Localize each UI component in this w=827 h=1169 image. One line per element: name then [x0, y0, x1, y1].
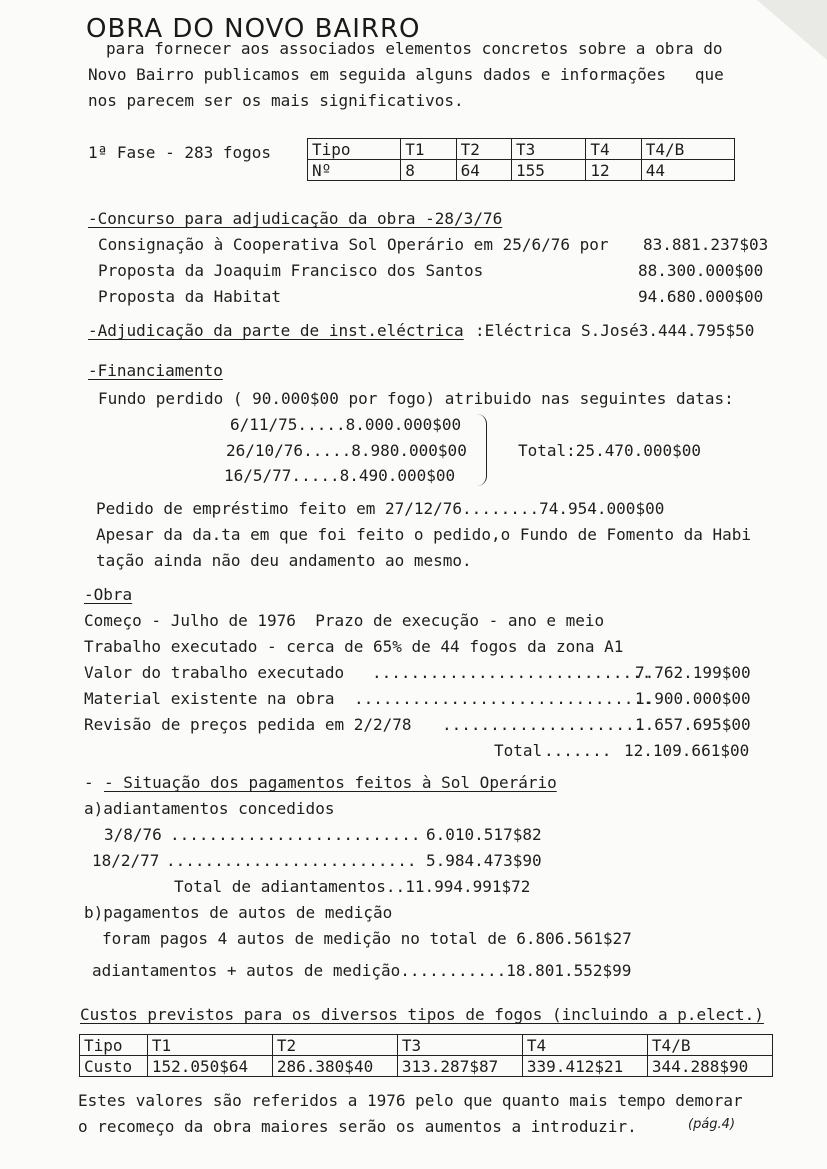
custos-table-row [80, 1056, 773, 1077]
custos-cell: Custo [80, 1056, 148, 1077]
pagamentos-heading: - Situação dos pagamentos feitos à Sol Operário [104, 773, 557, 792]
fase-cell: Nº [308, 160, 401, 181]
fase-cell: 44 [641, 160, 734, 181]
custos-cell: T2 [272, 1035, 397, 1056]
fase-cell: Tipo [308, 139, 401, 160]
concurso-value: 94.680.000$00 [638, 287, 764, 306]
fundo-total: Total:25.470.000$00 [518, 441, 702, 460]
custos-cell: Tipo [80, 1035, 148, 1056]
obra-comeco: Começo - Julho de 1976 Prazo de execução - ano e meio [84, 611, 605, 630]
obra-row-label: Material existente na obra [84, 689, 335, 708]
custos-cell: T4/B [647, 1035, 772, 1056]
obra-total-label: Total [494, 741, 543, 760]
custos-cell: 344.288$90 [647, 1056, 772, 1077]
fase-table-header [308, 139, 735, 160]
obra-row-value: 7.762.199$00 [635, 663, 751, 682]
custos-cell: T4 [522, 1035, 647, 1056]
obra-heading: -Obra [84, 585, 133, 604]
dot-leader: ....... [544, 741, 612, 760]
obra-row-label: Valor do trabalho executado [84, 663, 345, 682]
custos-cell: 313.287$87 [397, 1056, 522, 1077]
fundo-data: 26/10/76.....8.980.000$00 [226, 441, 467, 460]
custos-heading: Custos previstos para os diversos tipos de fogos (incluindo a p.elect.) [80, 1005, 764, 1024]
intro-line-2: Novo Bairro publicamos em seguida alguns dados e informações que [88, 65, 724, 84]
obra-row-label: Revisão de preços pedida em 2/2/78 [84, 715, 412, 734]
dot-leader: ............................... [354, 689, 653, 708]
concurso-label: Proposta da Habitat [98, 287, 282, 306]
custos-cell: 152.050$64 [147, 1056, 272, 1077]
fase-cell: T4/B [641, 139, 734, 160]
adjudicacao-heading: -Adjudicação da parte de inst.eléctrica [88, 321, 464, 340]
fase-cell: 8 [401, 160, 456, 181]
concurso-value: 88.300.000$00 [638, 261, 764, 280]
brace-shape [472, 414, 487, 486]
pagamentos-soma: adiantamentos + autos de medição...........18.801.552$99 [92, 961, 632, 980]
intro-line-1: para fornecer aos associados elementos concretos sobre a obra do [106, 39, 723, 58]
dot-leader: ..................... [442, 715, 645, 734]
page-title: OBRA DO NOVO BAIRRO [86, 14, 421, 44]
custos-table [79, 1034, 773, 1077]
concurso-heading: -Concurso para adjudicação da obra -28/3/76 [88, 209, 503, 228]
fundo-nota-1: Apesar da da.ta em que foi feito o pedido,o Fundo de Fomento da Habi [96, 525, 752, 544]
obra-total-value: 12.109.661$00 [624, 741, 750, 760]
concurso-value: 83.881.237$03 [643, 235, 769, 254]
fase-label: 1ª Fase - 283 fogos [88, 143, 272, 162]
fundo-nota-2: tação ainda não deu andamento ao mesmo. [96, 551, 472, 570]
adiantamentos-label: a)adiantamentos concedidos [84, 799, 335, 818]
concurso-label: Consignação à Cooperativa Sol Operário em 25/6/76 por [98, 235, 609, 254]
emprestimo-text: Pedido de empréstimo feito em 27/12/76........74.954.000$00 [96, 499, 665, 518]
adiantamentos-total: Total de adiantamentos..11.994.991$72 [174, 877, 531, 896]
obra-trabalho: Trabalho executado - cerca de 65% de 44 fogos da zona A1 [84, 637, 624, 656]
fase-cell: 155 [512, 160, 586, 181]
page-number: (pág.4) [688, 1117, 736, 1132]
pagamentos-dash: - [84, 773, 104, 792]
custos-nota-1: Estes valores são referidos a 1976 pelo que quanto mais tempo demorar [78, 1091, 743, 1110]
adiantamento-date: 18/2/77 [92, 851, 160, 870]
fase-table-row [308, 160, 735, 181]
fase-table [307, 138, 735, 181]
folded-corner [757, 0, 827, 60]
fundo-data: 16/5/77.....8.490.000$00 [224, 466, 456, 485]
custos-cell: 286.380$40 [272, 1056, 397, 1077]
custos-table-header [80, 1035, 773, 1056]
obra-row-value: 1.900.000$00 [635, 689, 751, 708]
fase-cell: T3 [512, 139, 586, 160]
adiantamento-date: 3/8/76 [104, 825, 162, 844]
autos-label: b)pagamentos de autos de medição [84, 903, 393, 922]
adjudicacao-text: :Eléctrica S.José3.444.795$50 [475, 321, 755, 340]
adiantamento-value: 5.984.473$90 [426, 851, 542, 870]
dot-leader: .......................... [170, 825, 421, 844]
fase-cell: T4 [586, 139, 641, 160]
adiantamento-value: 6.010.517$82 [426, 825, 542, 844]
fundo-perdido-text: Fundo perdido ( 90.000$00 por fogo) atribuido nas seguintes datas: [98, 389, 734, 408]
financiamento-heading: -Financiamento [88, 361, 223, 380]
fase-cell: T1 [401, 139, 456, 160]
custos-cell: T1 [147, 1035, 272, 1056]
fase-cell: 64 [456, 160, 511, 181]
fase-cell: T2 [456, 139, 511, 160]
dot-leader: ............................. [372, 663, 652, 682]
dot-leader: .......................... [166, 851, 417, 870]
custos-cell: T3 [397, 1035, 522, 1056]
custos-cell: 339.412$21 [522, 1056, 647, 1077]
intro-line-3: nos parecem ser os mais significativos. [88, 91, 464, 110]
obra-row-value: 1.657.695$00 [635, 715, 751, 734]
concurso-label: Proposta da Joaquim Francisco dos Santos [98, 261, 484, 280]
autos-text: foram pagos 4 autos de medição no total de 6.806.561$27 [102, 929, 632, 948]
fundo-data: 6/11/75.....8.000.000$00 [230, 415, 462, 434]
fase-cell: 12 [586, 160, 641, 181]
custos-nota-2: o recomeço da obra maiores serão os aumentos a introduzir. [78, 1117, 637, 1136]
